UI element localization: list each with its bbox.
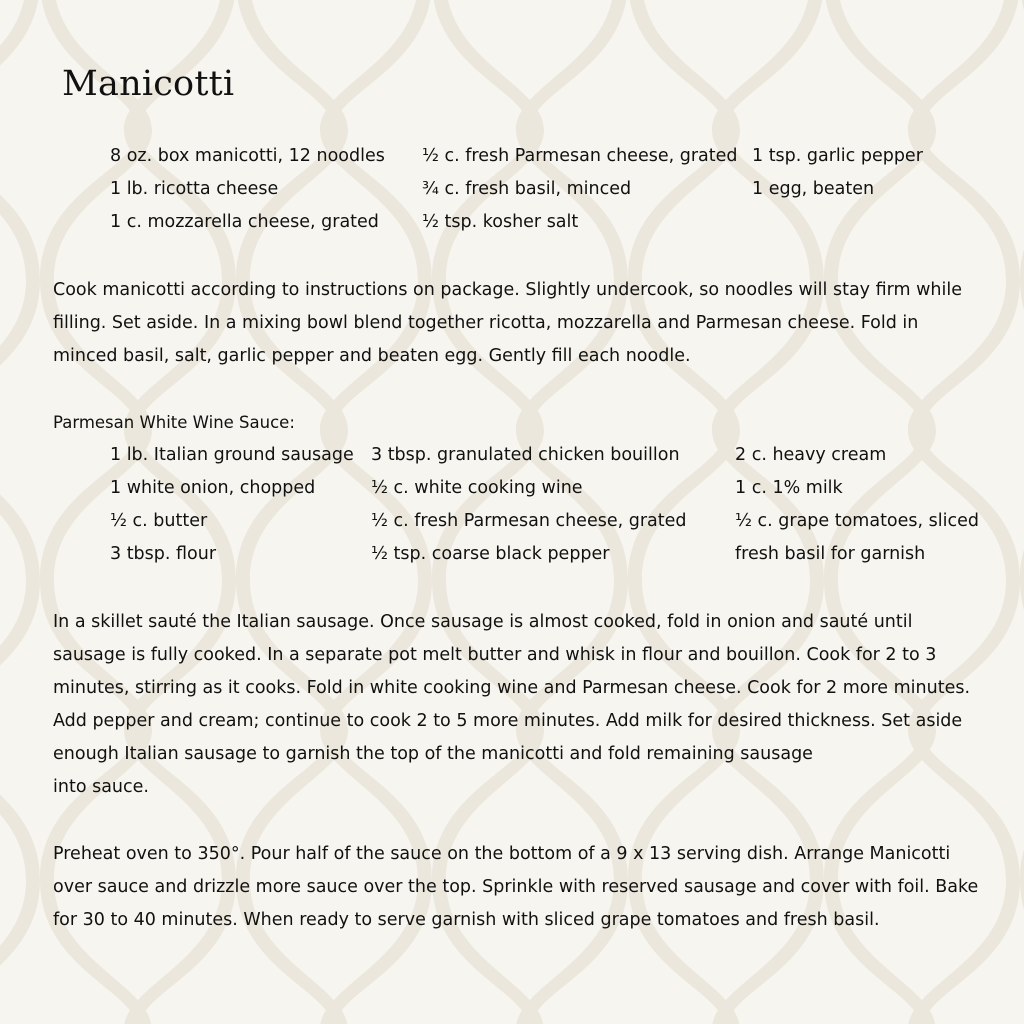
ingredient-item: ½ tsp. kosher salt (422, 212, 579, 232)
recipe-title: Manicotti (62, 64, 235, 104)
ingredient-item: ½ c. butter (110, 511, 208, 531)
ingredient-item: 1 egg, beaten (752, 179, 875, 199)
ingredient-item: 1 tsp. garlic pepper (752, 146, 923, 166)
ingredient-item: 1 lb. Italian ground sausage (110, 445, 354, 465)
instructions-bake: Preheat oven to 350°. Pour half of the sauce on the bottom of a 9 x 13 serving dish. Arrange Manicotti over sauce and drizzle more sauce over the top. Sprinkle with reserved sausage and cover with foil. Bake for 30 to 40 minutes. When ready to serve garnish with sliced grape tomatoes and fresh basil. (53, 844, 979, 930)
ingredient-item: fresh basil for garnish (735, 544, 926, 564)
ingredient-item: ¾ c. fresh basil, minced (422, 179, 632, 199)
ingredient-item: 3 tbsp. granulated chicken bouillon (371, 445, 680, 465)
ingredient-column (422, 140, 752, 239)
ingredient-item: 8 oz. box manicotti, 12 noodles (110, 146, 385, 166)
ingredient-column (110, 140, 422, 239)
ingredient-item: 1 lb. ricotta cheese (110, 179, 279, 199)
instructions-sauce (53, 606, 983, 804)
ingredient-item: 1 white onion, chopped (110, 478, 316, 498)
ingredient-item: ½ c. grape tomatoes, sliced (735, 511, 979, 531)
instructions-sauce-body: In a skillet sauté the Italian sausage. Once sausage is almost cooked, fold in onion and sauté until sausage is fully cooked. In a separate pot melt butter and whisk in flour and bouillon. Cook for 2 to 3 minutes, stirring as it cooks. Fold in white cooking wine and Parmesan cheese. Cook for 2 more minutes. Add pepper and cream; continue to cook 2 to 5 more minutes. Add milk for desired thickness. Set aside enough Italian sausage to garnish the top of the manicotti and fold remaining sausage (53, 612, 971, 764)
ingredient-item: ½ c. fresh Parmesan cheese, grated (371, 511, 687, 531)
ingredient-item: 2 c. heavy cream (735, 445, 887, 465)
ingredient-item: ½ c. fresh Parmesan cheese, grated (422, 146, 738, 166)
instructions-filling: Cook manicotti according to instructions on package. Slightly undercook, so noodles will stay firm while filling. Set aside. In a mixing bowl blend together ricotta, mozzarella and Parmesan cheese. Fold in minced basil, salt, garlic pepper and beaten egg. Gently fill each noodle. (53, 280, 963, 366)
ingredient-item: ½ c. white cooking wine (371, 478, 583, 498)
ingredient-item: 3 tbsp. flour (110, 544, 217, 564)
ingredient-column (735, 439, 979, 571)
ingredient-column (371, 439, 735, 571)
sauce-ingredients-list (110, 439, 979, 571)
main-ingredients-list (110, 140, 923, 239)
ingredient-item: 1 c. 1% milk (735, 478, 843, 498)
sauce-heading: Parmesan White Wine Sauce: (53, 413, 295, 432)
ingredient-item: 1 c. mozzarella cheese, grated (110, 212, 379, 232)
ingredient-item: ½ tsp. coarse black pepper (371, 544, 610, 564)
ingredient-column (752, 140, 923, 239)
instructions-sauce-tail: into sauce. (53, 777, 149, 797)
ingredient-column (110, 439, 371, 571)
